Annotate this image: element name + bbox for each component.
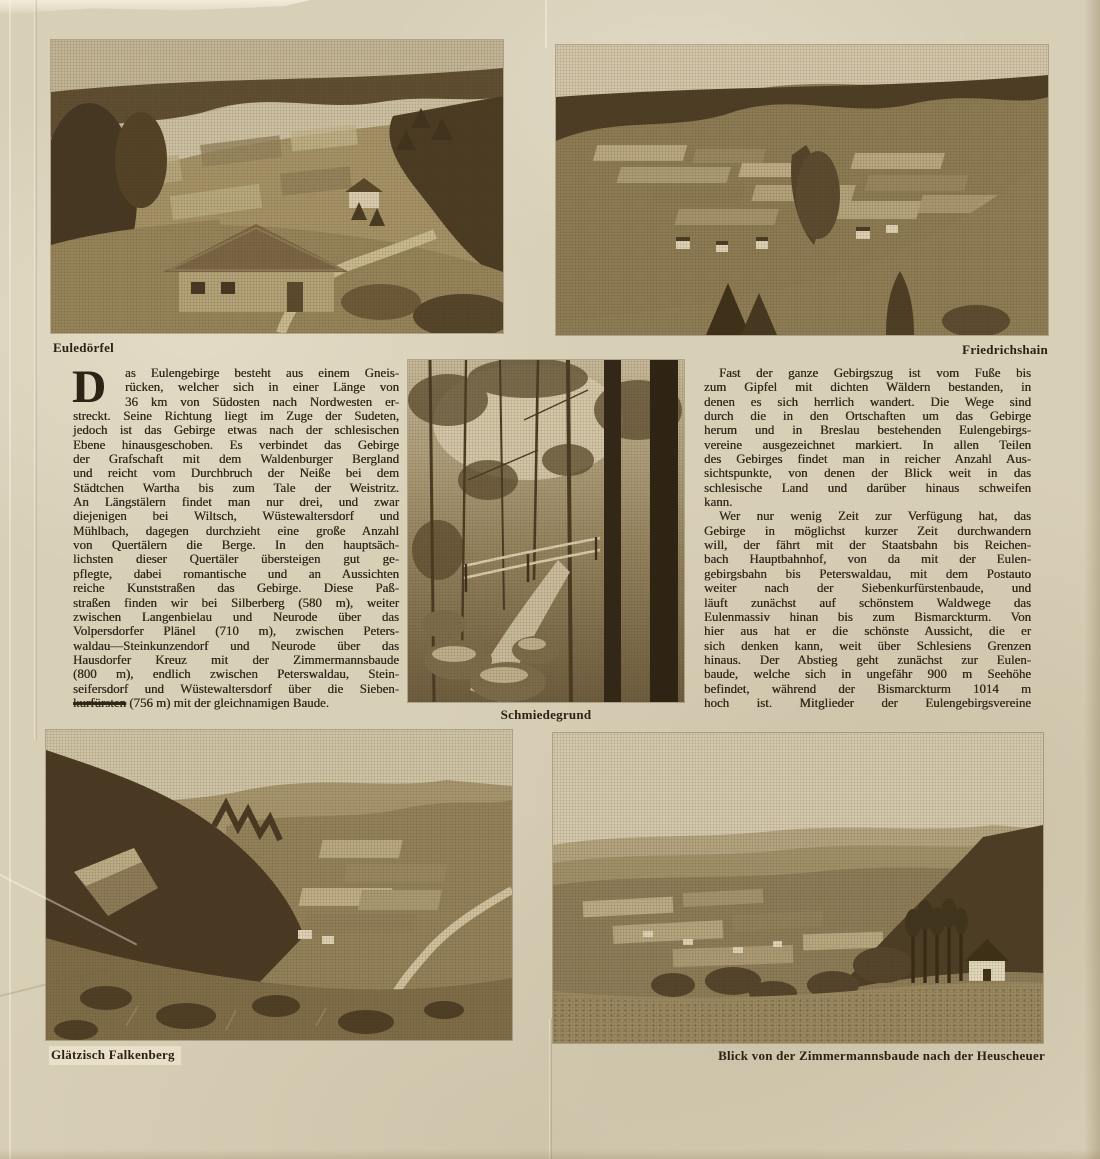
text-line: An Längstälern findet man nur drei, und zwar — [73, 495, 399, 510]
paper-tear-top-left — [0, 0, 310, 15]
text-line: Gebirge in möglichst kurzer Zeit durchwandern — [704, 523, 1031, 538]
article-left-column — [72, 361, 399, 710]
caption-glaetzisch-falkenberg: Glätzisch Falkenberg — [49, 1046, 181, 1065]
text-line: Hausdorfer Kreuz mit der Zimmermannsbaude — [73, 652, 399, 667]
text-line: zwischen Langenbielau und Neurode über das — [73, 609, 399, 624]
text-line: streckt. Seine Richtung liegt im Zuge der Sudeten, — [73, 409, 399, 424]
text-line: zum Gipfel mit dichten Wäldern bestanden, in — [704, 380, 1031, 395]
struck-word: kurfürsten — [73, 695, 126, 710]
text-line: rücken, welcher sich in einer Länge von — [125, 380, 399, 395]
valley-slope-illustration — [46, 730, 512, 1040]
paper-fold-bottom-center — [549, 1018, 552, 1159]
text-line: bach Hauptbahnhof, von da mit der Eulen- — [704, 552, 1031, 567]
text-line: befindet, während der Bismarckturm 1014 m — [704, 681, 1031, 696]
text-line: Volpersdorfer Plänel (710 m), zwischen Peters- — [73, 624, 399, 639]
photo-zimmermannsbaude-panorama — [553, 733, 1043, 1043]
photo-friedrichshain — [556, 45, 1048, 335]
left-column-lines — [72, 361, 399, 710]
paper-fold-top-center — [545, 0, 547, 48]
paper-crease-left — [34, 0, 37, 740]
text-line: waldau—Steinkunzendorf und Neurode über das — [73, 638, 399, 653]
panorama-illustration — [553, 733, 1043, 1043]
article-right-column — [704, 366, 1031, 710]
paper-crease-left-edge — [9, 0, 11, 1159]
text-line: seifersdorf und Wüstewaltersdorf über die Sieben- — [73, 681, 399, 696]
text-line: Eulenmassiv hinan bis zum Bismarckturm. Von — [704, 609, 1031, 624]
text-line: pflegte, dabei romantische und an Aussichten — [73, 566, 399, 581]
landscape-village-illustration — [51, 40, 503, 333]
text-line: der Grafschaft mit dem Waldenburger Bergland — [73, 452, 399, 467]
text-line: vereine ausgezeichnet markiert. In allen Teilen — [704, 437, 1031, 452]
caption-zimmermannsbaude: Blick von der Zimmermannsbaude nach der Heuscheuer — [718, 1048, 1045, 1063]
text-line: reiche Kunststraßen das Gebirge. Diese Paß- — [73, 581, 399, 596]
text-line: hinaus. Der Abstieg geht zunächst zur Eulen- — [704, 652, 1031, 667]
caption-schmiedegrund: Schmiedegrund — [500, 707, 592, 722]
text-line: herum und in Breslau bestehenden Eulengebirgs- — [704, 423, 1031, 438]
valley-fields-illustration — [556, 45, 1048, 335]
text-line: lichsten dieser Quertäler übersteigen gut ge- — [73, 552, 399, 567]
text-line: des Gebirges findet man in reicher Anzahl Aus- — [704, 452, 1031, 467]
paper-edge-bottom-shadow — [0, 1149, 1100, 1159]
text-line: schlesische Land und darüber hinaus schweifen — [704, 480, 1031, 495]
photo-schmiedegrund — [408, 360, 684, 702]
text-line: Fast der ganze Gebirgszug ist vom Fuße bis — [719, 366, 1031, 380]
text-line: sichtspunkte, von denen der Blick weit in das — [704, 466, 1031, 481]
text-line: gebirgsbahn bis Peterswaldau, mit dem Postauto — [704, 566, 1031, 581]
text-line: will, der fährt mit der Staatsbahn bis Reichen- — [704, 538, 1031, 553]
caption-euledoerfel: Euledörfel — [53, 340, 114, 355]
text-line: denen es sich herrlich wandert. Die Wege sind — [704, 394, 1031, 409]
text-line — [73, 696, 399, 710]
text-line: kann. — [704, 495, 733, 510]
caption-friedrichshain: Friedrichshain — [962, 342, 1048, 357]
paper-edge-right-shadow — [1084, 0, 1100, 1159]
photo-euledoerfel — [51, 40, 503, 333]
text-line: durch die in den Ortschaften um das Gebirge — [704, 409, 1031, 424]
text-line: jedoch ist das Gebirge etwas nach der schlesischen — [73, 423, 399, 438]
text-line: weiter nach der Siebenkurfürstenbaude, und — [704, 581, 1031, 596]
text-line: Mühlbach, dagegen durchzieht eine große Anzahl — [73, 523, 399, 538]
text-line: läuft zunächst auf schönstem Waldwege das — [704, 595, 1031, 610]
text-line: Städtchen Wartha bis zum Tale der Weistritz. — [73, 480, 399, 495]
text-line: Wer nur wenig Zeit zur Verfügung hat, das — [719, 509, 1031, 524]
text-line: und reicht vom Durchbruch der Neiße bei dem — [73, 466, 399, 481]
text-line: straßen finden wir bei Silberberg (580 m), weiter — [73, 595, 399, 610]
text-line: (800 m), endlich zwischen Peterswaldau, Stein- — [73, 667, 399, 682]
text-line: 36 km von Südosten nach Nordwesten er- — [125, 394, 399, 409]
dropcap-initial: D — [72, 361, 106, 413]
forest-stream-illustration — [408, 360, 684, 702]
text-line: sich denken kann, weit über Schlesiens Grenzen — [704, 638, 1031, 653]
text-line: diejenigen bei Wiltsch, Wüstewaltersdorf und — [73, 509, 399, 524]
text-segment: (756 m) mit der gleichnamigen Baude. — [125, 695, 329, 710]
text-line: hier aus hat er die schönste Aussicht, die er — [704, 624, 1031, 639]
text-line: hoch ist. Mitglieder der Eulengebirgsvereine — [704, 695, 1031, 710]
photo-glaetzisch-falkenberg — [46, 730, 512, 1040]
text-line: baude, welche sich in ungefähr 900 m Seehöhe — [704, 667, 1031, 682]
text-line: Ebene hinausgeschoben. Es verbindet das Gebirge — [73, 437, 399, 452]
right-column-lines — [704, 366, 1031, 710]
text-line: as Eulengebirge besteht aus einem Gneis- — [125, 366, 399, 380]
text-line: von Quertälern die Berge. In den hauptsäch- — [73, 538, 399, 553]
